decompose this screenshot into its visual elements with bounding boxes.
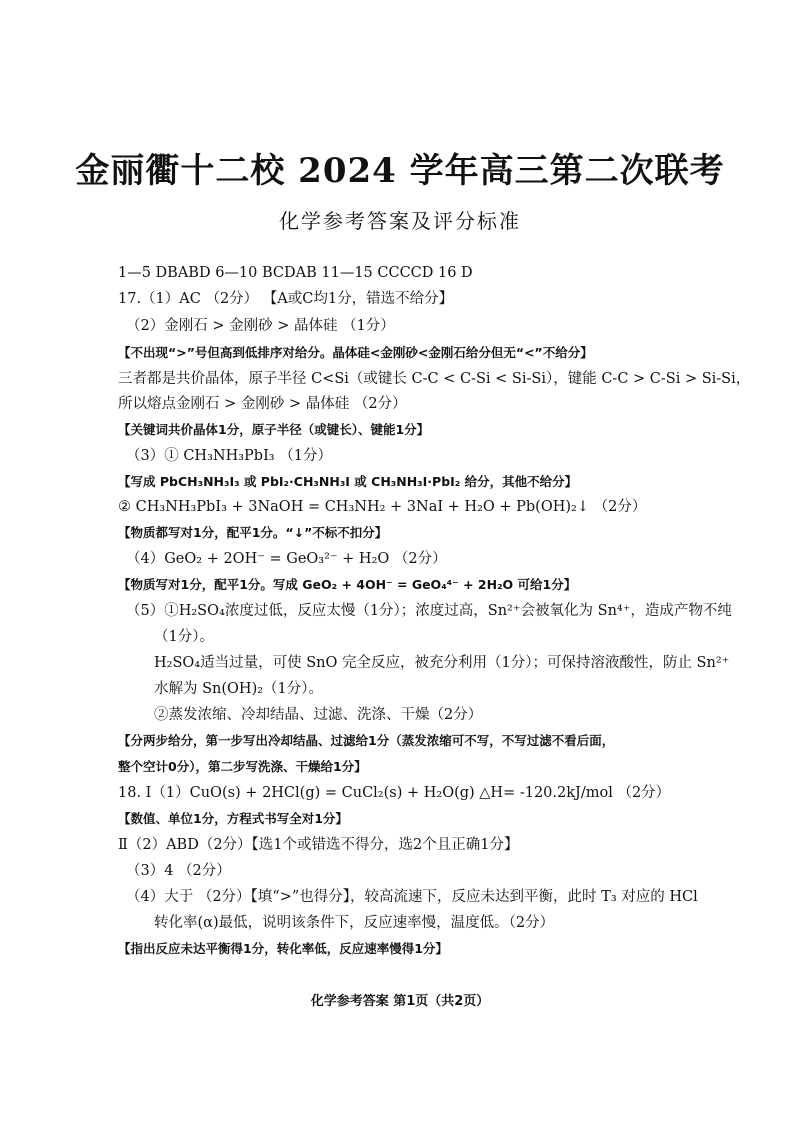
q17-2-explanation: 三者都是共价晶体，原子半径 C<Si（或键长 C-C < C-Si < Si-Si），键能 C-C > C-Si > Si-Si， <box>118 371 751 387</box>
q17-5-answer-part1: （5）①H₂SO₄浓度过低，反应太慢（1分）；浓度过高，Sn²⁺会被氧化为 Sn⁴⁺，造成产物不纯 <box>126 603 732 619</box>
page-subtitle: 化学参考答案及评分标准 <box>279 209 521 233</box>
q18-4-answer-part1: （4）大于 （2分）【填“>”也得分】，较高流速下，反应未达到平衡，此时 T₃ 对应的 HCl <box>126 889 698 905</box>
q17-5-answer-part4: 水解为 Sn(OH)₂（1分）。 <box>154 681 324 697</box>
q17-2-conclusion: 所以熔点金刚石 > 金刚砂 > 晶体硅 （2分） <box>118 396 407 412</box>
q17-3-scoring-note: 【写成 PbCH₃NH₃I₃ 或 PbI₂·CH₃NH₃I 或 CH₃NH₃I·PbI₂ 给分，其他不给分】 <box>118 474 578 489</box>
q17-4-equation: （4）GeO₂ + 2OH⁻ = GeO₃²⁻ + H₂O （2分） <box>126 551 447 567</box>
q18-2-answer: Ⅱ（2）ABD（2分）【选1个或错选不得分，选2个且正确1分】 <box>118 837 519 853</box>
q17-5-answer-part3: H₂SO₄适当过量，可使 SnO 完全反应，被充分利用（1分）；可保持溶液酸性，防止 Sn²⁺ <box>154 655 730 671</box>
q17-2-scoring-note: 【不出现“>”号但高到低排序对给分。晶体硅<金刚砂<金刚石给分但无“<”不给分】 <box>118 345 593 360</box>
mc-answers-line: 1—5 DBABD 6—10 BCDAB 11—15 CCCCD 16 D <box>118 265 473 281</box>
q17-2-answer: （2）金刚石 > 金刚砂 > 晶体硅 （1分） <box>126 318 395 334</box>
page-title: 金丽衢十二校 2024 学年高三第二次联考 <box>75 151 725 191</box>
q18-1-equation: 18. Ⅰ（1）CuO(s) + 2HCl(g) = CuCl₂(s) + H₂O(g) △H= -120.2kJ/mol （2分） <box>118 785 671 801</box>
q18-4-answer-part2: 转化率(α)最低，说明该条件下，反应速率慢，温度低。（2分） <box>154 915 555 931</box>
q17-5-scoring-note-1: 【分两步给分，第一步写出冷却结晶、过滤给1分（蒸发浓缩可不写，不写过滤不看后面， <box>118 733 615 748</box>
q18-1-scoring-note: 【数值、单位1分，方程式书写全对1分】 <box>118 811 348 826</box>
page-footer: 化学参考答案 第1页（共2页） <box>310 994 490 1009</box>
q18-4-scoring-note: 【指出反应未达平衡得1分，转化率低，反应速率慢得1分】 <box>118 941 448 956</box>
q17-5-scoring-note-2: 整个空计0分），第二步写洗涤、干燥给1分】 <box>118 759 367 774</box>
q17-5-answer-part5: ②蒸发浓缩、冷却结晶、过滤、洗涤、干燥（2分） <box>154 707 483 723</box>
q17-2-keyword-note: 【关键词共价晶体1分，原子半径（或键长）、键能1分】 <box>118 422 430 437</box>
q17-3-equation: ② CH₃NH₃PbI₃ + 3NaOH = CH₃NH₂ + 3NaI + H₂O + Pb(OH)₂↓ （2分） <box>118 499 647 515</box>
q17-4-scoring-note: 【物质写对1分，配平1分。写成 GeO₂ + 4OH⁻ = GeO₄⁴⁻ + 2H₂O 可给1分】 <box>118 577 577 592</box>
q17-3-equation-note: 【物质都写对1分，配平1分。“↓”不标不扣分】 <box>118 525 388 540</box>
q17-5-answer-part2: （1分）。 <box>154 629 214 645</box>
q17-3-answer: （3）① CH₃NH₃PbI₃ （1分） <box>126 448 332 464</box>
q17-1-answer: 17.（1）AC （2分） 【A或C均1分，错选不给分】 <box>118 291 454 307</box>
q18-3-answer: （3）4 （2分） <box>126 863 231 879</box>
